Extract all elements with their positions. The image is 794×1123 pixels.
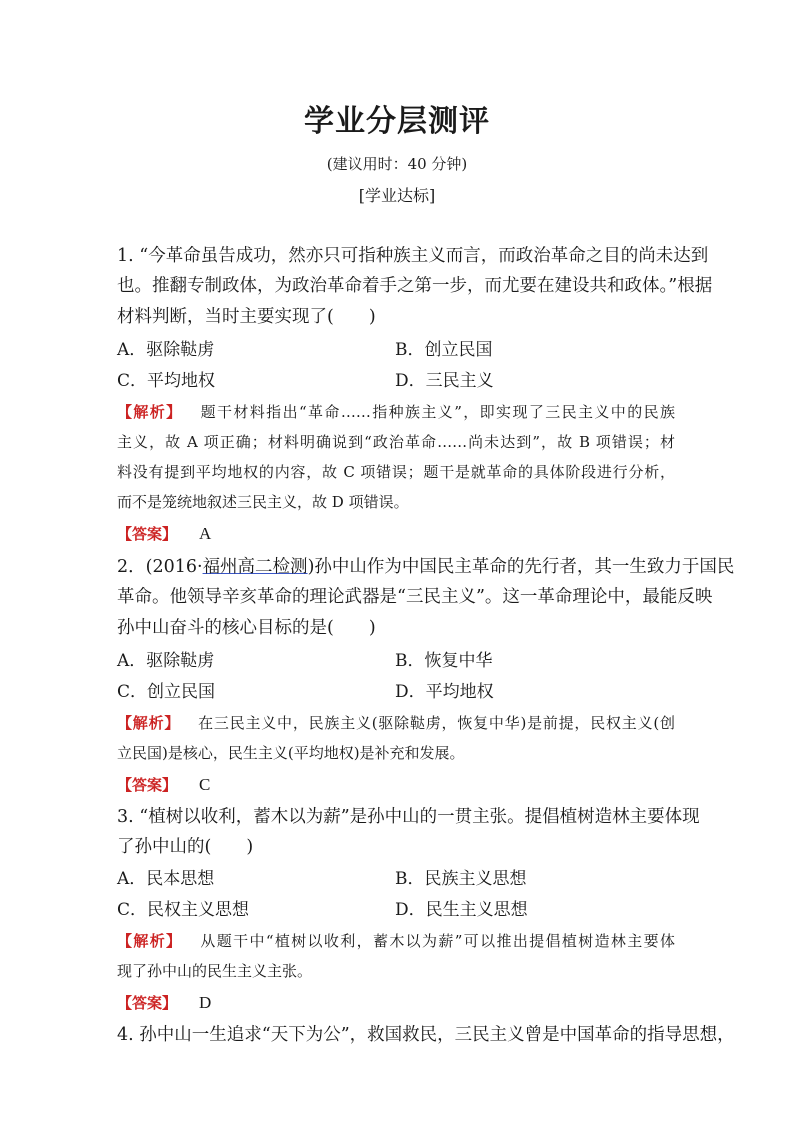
q1-stem-line-3: 材料判断，当时主要实现了( ) (117, 307, 376, 327)
q1-option-c: C．平均地权 (117, 371, 216, 391)
q3-stem-line-1: 3. “植树以收利，蓄木以为薪”是孙中山的一贯主张。提倡植树造林主要体现 (117, 807, 700, 827)
q1-option-b: B．创立民国 (395, 340, 493, 360)
answer-label: 【答案】 (117, 994, 178, 1012)
analysis-label: 【解析】 (117, 932, 183, 950)
q2-option-c: C．创立民国 (117, 682, 216, 702)
section-heading: [学业达标] (358, 186, 436, 205)
q3-analysis-line-2: 现了孙中山的民生主义主张。 (117, 962, 313, 980)
q1-stem-line-1: 1. “今革命虽告成功，然亦只可指种族主义而言，而政治革命之目的尚未达到 (117, 246, 709, 266)
q2-option-d: D．平均地权 (395, 682, 494, 702)
q3-analysis-line-1: 【解析】 从题干中“植树以收利，蓄木以为薪”可以推出提倡植树造林主要体 (117, 932, 675, 950)
q2-answer (117, 774, 210, 796)
q3-answer (117, 992, 211, 1014)
analysis-label: 【解析】 (117, 403, 183, 421)
q1-stem-line-2: 也。推翻专制政体，为政治革命着手之第一步，而尤要在建设共和政体。”根据 (117, 276, 713, 296)
q2-analysis-line-1: 【解析】 在三民主义中，民族主义(驱除鞑虏，恢复中华)是前提，民权主义(创 (117, 714, 675, 732)
q2-answer-value: C (199, 775, 211, 794)
time-suggestion: (建议用时：40 分钟) (326, 155, 468, 173)
q3-option-b: B．民族主义思想 (395, 869, 527, 889)
q1-analysis-line-1: 【解析】 题干材料指出“革命……指种族主义”，即实现了三民主义中的民族 (117, 403, 675, 421)
q1-analysis-line-2: 主义，故 A 项正确；材料明确说到“政治革命……尚未达到”，故 B 项错误；材 (117, 433, 675, 451)
q1-analysis-line-4: 而不是笼统地叙述三民主义，故 D 项错误。 (117, 493, 409, 511)
q3-option-a: A．民本思想 (117, 869, 215, 889)
q2-option-a: A．驱除鞑虏 (117, 651, 215, 671)
q3-stem-line-2: 了孙中山的( ) (117, 837, 254, 857)
q1-option-d: D．三民主义 (395, 371, 494, 391)
q1-analysis-line-3: 料没有提到平均地权的内容，故 C 项错误；题干是就革命的具体阶段进行分析， (117, 463, 675, 481)
q3-option-d: D．民生主义思想 (395, 900, 528, 920)
analysis-label: 【解析】 (117, 714, 181, 732)
answer-label: 【答案】 (117, 776, 178, 794)
q3-option-c: C．民权主义思想 (117, 900, 250, 920)
page-title: 学业分层测评 (304, 104, 490, 139)
q1-answer (117, 523, 211, 545)
q2-stem-line-3: 孙中山奋斗的核心目标的是( ) (117, 618, 376, 638)
q3-answer-value: D (199, 993, 212, 1012)
q1-option-a: A．驱除鞑虏 (117, 340, 215, 360)
source-link[interactable]: 福州高二检测 (202, 557, 308, 577)
answer-label: 【答案】 (117, 525, 178, 543)
q2-analysis-line-2: 立民国)是核心，民生主义(平均地权)是补充和发展。 (117, 744, 465, 762)
q2-stem-line-2: 革命。他领导辛亥革命的理论武器是“三民主义”。这一革命理论中，最能反映 (117, 587, 713, 607)
q4-stem-line-1: 4. 孙中山一生追求“天下为公”，救国救民，三民主义曾是中国革命的指导思想， (117, 1025, 735, 1045)
q1-answer-value: A (199, 524, 212, 543)
q2-option-b: B．恢复中华 (395, 651, 493, 671)
q2-stem-line-1: 2．(2016·福州高二检测)孙中山作为中国民主革命的先行者，其一生致力于国民 (117, 557, 735, 577)
